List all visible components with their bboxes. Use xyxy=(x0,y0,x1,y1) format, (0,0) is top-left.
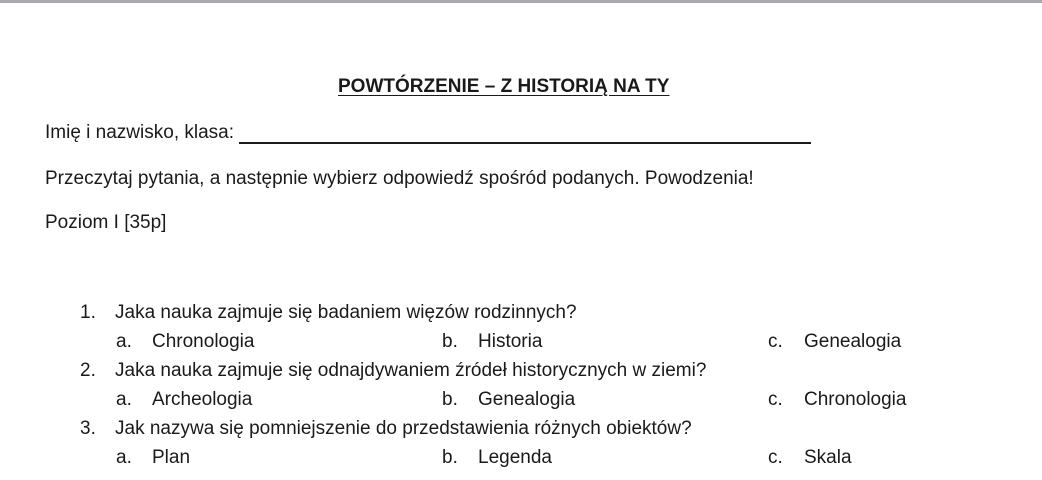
name-class-row xyxy=(45,122,811,144)
name-class-blank-line xyxy=(239,124,811,144)
instructions-text: Przeczytaj pytania, a następnie wybierz odpowiedź spośród podanych. Powodzenia! xyxy=(45,168,754,189)
answer-option xyxy=(442,389,575,411)
answer-letter: c. xyxy=(768,389,783,410)
question-text: Jaka nauka zajmuje się badaniem więzów rodzinnych? xyxy=(115,302,577,323)
answer-text: Genealogia xyxy=(804,331,902,352)
answer-option xyxy=(442,447,552,469)
question-3 xyxy=(80,418,692,440)
question-1 xyxy=(80,302,577,324)
answer-letter: b. xyxy=(442,389,458,410)
answer-option xyxy=(768,331,901,353)
answer-letter: b. xyxy=(442,331,458,352)
answer-option xyxy=(116,331,254,353)
answer-text: Genealogia xyxy=(478,389,576,410)
answer-option xyxy=(116,389,252,411)
answer-letter: a. xyxy=(116,331,132,352)
question-text: Jak nazywa się pomniejszenie do przedstawienia różnych obiektów? xyxy=(115,418,692,439)
document-title: POWTÓRZENIE – Z HISTORIĄ NA TY xyxy=(338,76,670,97)
answer-text: Historia xyxy=(478,331,543,352)
name-class-label: Imię i nazwisko, klasa: xyxy=(45,122,235,143)
question-number: 3. xyxy=(80,418,96,439)
answer-text: Skala xyxy=(804,447,852,468)
question-number: 1. xyxy=(80,302,96,323)
answer-text: Archeologia xyxy=(152,389,253,410)
question-text: Jaka nauka zajmuje się odnajdywaniem źródeł historycznych w ziemi? xyxy=(115,360,707,381)
question-2 xyxy=(80,360,706,382)
answer-letter: b. xyxy=(442,447,458,468)
level-heading: Poziom I [35p] xyxy=(45,212,167,233)
answer-text: Chronologia xyxy=(804,389,907,410)
answer-letter: a. xyxy=(116,389,132,410)
answer-option xyxy=(768,447,852,469)
answer-letter: a. xyxy=(116,447,132,468)
answer-letter: c. xyxy=(768,447,783,468)
answer-text: Legenda xyxy=(478,447,552,468)
answer-text: Plan xyxy=(152,447,191,468)
answer-option xyxy=(116,447,190,469)
answer-letter: c. xyxy=(768,331,783,352)
answer-option xyxy=(768,389,906,411)
answer-text: Chronologia xyxy=(152,331,255,352)
question-number: 2. xyxy=(80,360,96,381)
answer-option xyxy=(442,331,542,353)
